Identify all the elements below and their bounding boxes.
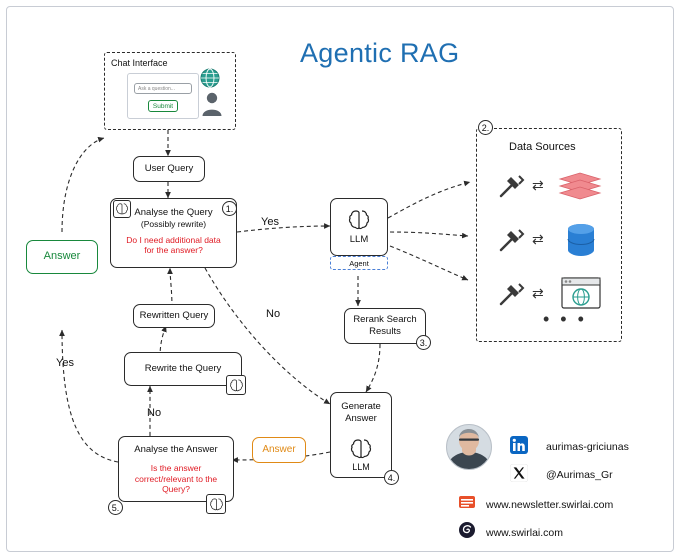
- llm-agent-label: LLM: [349, 234, 369, 246]
- browser-icon: [561, 277, 601, 309]
- tool-icon-2: [499, 227, 525, 253]
- swirl-logo-icon[interactable]: [458, 521, 476, 539]
- tool-icon-1: [499, 173, 525, 199]
- exchange-icon-2: ⇄: [532, 231, 544, 247]
- data-sources-ellipsis: • • •: [543, 309, 587, 329]
- analyse-query-question: Do I need additional data for the answer?: [126, 234, 221, 256]
- website-url: www.swirlai.com: [486, 527, 564, 539]
- edge-label-yes-left: Yes: [56, 357, 74, 369]
- node-analyse-answer: [118, 436, 234, 502]
- documents-icon: [557, 171, 603, 201]
- analyse-answer-question: Is the answer correct/relevant to the Query?: [134, 462, 218, 495]
- linkedin-handle: aurimas-griciunas: [546, 441, 629, 453]
- node-rerank: Rerank Search Results: [344, 308, 426, 344]
- edge-label-no-middle: No: [266, 308, 281, 320]
- tool-icon-3: [499, 281, 525, 307]
- edge-label-yes-top: Yes: [261, 216, 279, 228]
- exchange-icon-1: ⇄: [532, 177, 544, 193]
- step-badge-2: 2.: [478, 120, 493, 135]
- newsletter-icon[interactable]: [458, 493, 476, 511]
- step-badge-3: 3.: [416, 335, 431, 350]
- data-sources-title: Data Sources: [509, 141, 576, 153]
- chat-interface-panel: [104, 52, 236, 130]
- twitter-handle: @Aurimas_Gr: [546, 469, 613, 481]
- user-icon: [201, 91, 223, 117]
- avatar: [446, 424, 492, 470]
- step-badge-1: 1.: [222, 201, 237, 216]
- node-llm-agent: [330, 198, 388, 256]
- edge-label-no-lower: No: [147, 407, 162, 419]
- step-badge-5: 5.: [108, 500, 123, 515]
- agent-tag: [330, 256, 388, 270]
- generate-answer-label: Generate Answer: [341, 401, 381, 424]
- chat-input[interactable]: Ask a question...: [134, 83, 192, 94]
- agent-tag-label: Agent: [349, 258, 369, 268]
- newsletter-url: www.newsletter.swirlai.com: [486, 499, 614, 511]
- database-icon: [565, 223, 597, 257]
- brain-icon-rewrite-query: [226, 375, 246, 395]
- analyse-answer-title: Analyse the Answer: [134, 444, 218, 455]
- node-user-query: User Query: [133, 156, 205, 182]
- brain-icon-llm-agent: [347, 208, 371, 232]
- chat-interface-title: Chat Interface: [111, 58, 168, 68]
- brain-icon-analyse-query: [113, 200, 131, 218]
- node-generate-answer: [330, 392, 392, 478]
- node-rewritten-query: Rewritten Query: [133, 304, 215, 328]
- step-badge-4: 4.: [384, 470, 399, 485]
- chat-window: [127, 73, 199, 119]
- linkedin-icon[interactable]: [510, 436, 528, 454]
- twitter-x-icon[interactable]: [510, 464, 528, 482]
- exchange-icon-3: ⇄: [532, 285, 544, 301]
- node-rewrite-query: Rewrite the Query: [124, 352, 242, 386]
- analyse-query-title: Analyse the Query: [134, 207, 213, 218]
- brain-icon-analyse-answer: [206, 494, 226, 514]
- panel-data-sources: [476, 128, 622, 342]
- brain-icon-generate-answer: [349, 437, 373, 461]
- generate-answer-llm-label: LLM: [352, 461, 370, 472]
- node-answer-output: Answer: [26, 240, 98, 274]
- analyse-query-subtitle: (Possibly rewrite): [140, 218, 207, 229]
- page-title: Agentic RAG: [300, 38, 460, 68]
- avatar-photo: [446, 424, 492, 470]
- globe-icon: [199, 67, 221, 89]
- node-answer-orange: Answer: [252, 437, 306, 463]
- chat-submit-button[interactable]: Submit: [148, 100, 178, 112]
